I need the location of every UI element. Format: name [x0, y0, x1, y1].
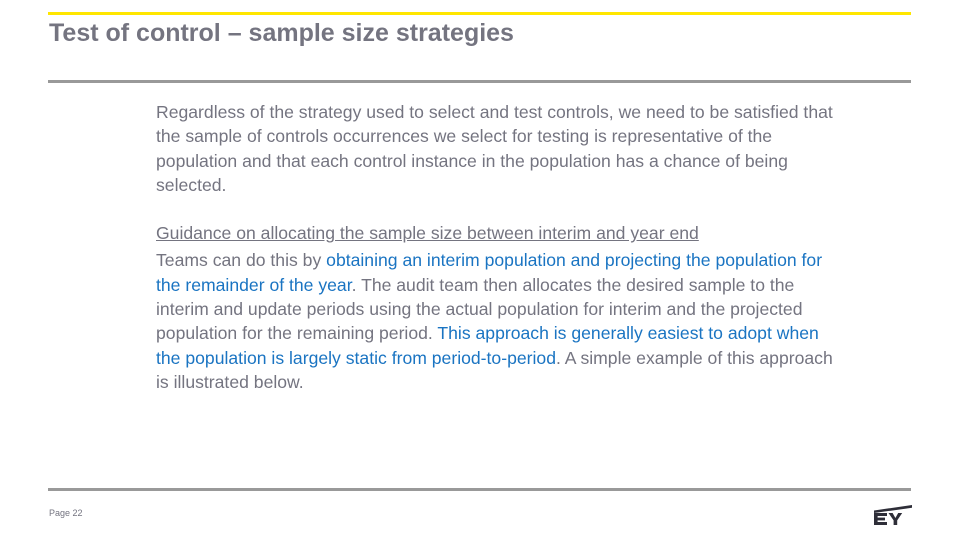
ey-logo-letter-y — [889, 513, 903, 525]
top-accent-rule — [48, 12, 911, 15]
guidance-text-2: . The audit team then allocates the desired sample to the interim and update periods using the actual population for interim and the projected population for the remaining period. — [156, 274, 803, 344]
guidance-highlight-1: obtaining an interim population and projecting the population for the remainder of the year — [156, 250, 823, 295]
title-divider — [48, 80, 911, 83]
footer-divider — [48, 488, 911, 491]
page-number: Page 22 — [49, 508, 83, 518]
ey-logo-bar — [874, 505, 912, 513]
intro-paragraph: Regardless of the strategy used to select and test controls, we need to be satisfied that the sample of controls occurrences we select for testing is representative of the population and that each control instance in the population has a chance of being selected. — [156, 102, 833, 195]
guidance-text-1: Teams can do this by — [156, 250, 327, 271]
guidance-text-3: . A simple example of this approach is illustrated below. — [156, 347, 833, 392]
guidance-heading: Guidance on allocating the sample size between interim and year end — [156, 223, 699, 244]
ey-logo — [872, 505, 912, 525]
slide-title: Test of control – sample size strategies — [49, 19, 514, 47]
ey-logo-letter-e — [874, 513, 887, 525]
slide-body — [156, 100, 836, 394]
guidance-highlight-2: This approach is generally easiest to adopt when the population is largely static from period-to-period — [156, 323, 819, 368]
guidance-paragraph — [156, 248, 836, 394]
